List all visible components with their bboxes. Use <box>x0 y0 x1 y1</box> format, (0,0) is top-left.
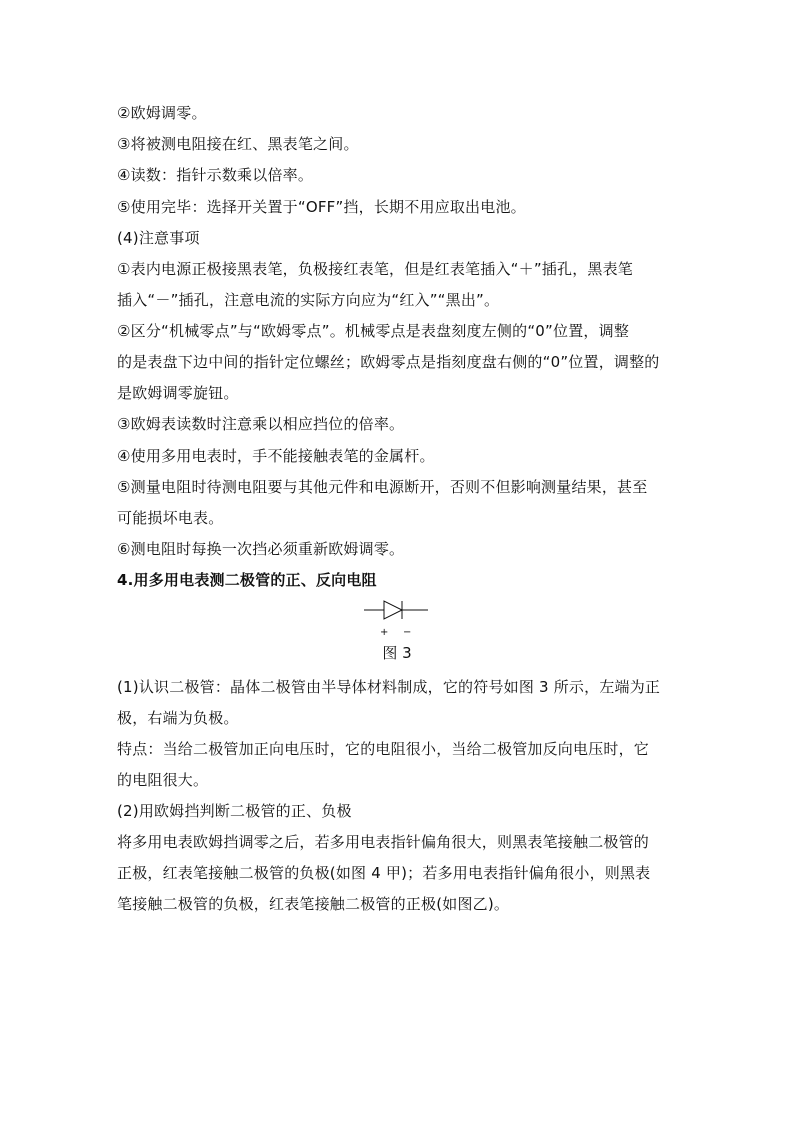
step-read-value: ④读数：指针示数乘以倍率。 <box>117 166 314 184</box>
diode-judge-line-3: 笔接触二极管的负极，红表笔接触二极管的正极(如图乙)。 <box>117 895 510 913</box>
diode-symbol-figure <box>360 596 432 640</box>
diode-intro-line-1: (1)认识二极管：晶体二极管由半导体材料制成，它的符号如图 3 所示，左端为正 <box>117 678 661 696</box>
diode-judge-heading: (2)用欧姆挡判断二极管的正、负极 <box>117 802 352 820</box>
section-4-heading: 4.用多用电表测二极管的正、反向电阻 <box>117 571 377 589</box>
note-6: ⑥测电阻时每换一次挡必须重新欧姆调零。 <box>117 540 405 558</box>
figure-caption: 图 3 <box>382 644 412 662</box>
minus-sign-label: − <box>403 627 412 638</box>
note-1-line-1: ①表内电源正极接黑表笔，负极接红表笔，但是红表笔插入“＋”插孔，黑表笔 <box>117 260 633 278</box>
section-notes-heading: (4)注意事项 <box>117 229 200 247</box>
note-2-line-1: ②区分“机械零点”与“欧姆零点”。机械零点是表盘刻度左侧的“0”位置，调整 <box>117 322 630 340</box>
plus-sign-label: + <box>380 627 389 638</box>
diode-icon <box>360 596 432 640</box>
step-connect-resistor: ③将被测电阻接在红、黑表笔之间。 <box>117 135 359 153</box>
note-2-line-3: 是欧姆调零旋钮。 <box>117 384 239 402</box>
step-finish: ⑤使用完毕：选择开关置于“OFF”挡，长期不用应取出电池。 <box>117 198 526 216</box>
diode-judge-line-1: 将多用电表欧姆挡调零之后，若多用电表指针偏角很大，则黑表笔接触二极管的 <box>117 833 650 851</box>
note-4: ④使用多用电表时，手不能接触表笔的金属杆。 <box>117 447 435 465</box>
note-5-line-1: ⑤测量电阻时待测电阻要与其他元件和电源断开，否则不但影响测量结果，甚至 <box>117 478 648 496</box>
note-1-line-2: 插入“－”插孔，注意电流的实际方向应为“红入”“黑出”。 <box>117 291 500 309</box>
note-2-line-2: 的是表盘下边中间的指针定位螺丝；欧姆零点是指刻度盘右侧的“0”位置，调整的 <box>117 353 660 371</box>
note-5-line-2: 可能损坏电表。 <box>117 509 224 527</box>
note-3: ③欧姆表读数时注意乘以相应挡位的倍率。 <box>117 415 405 433</box>
diode-feature-line-1: 特点：当给二极管加正向电压时，它的电阻很小，当给二极管加反向电压时，它 <box>117 740 650 758</box>
diode-intro-line-2: 极，右端为负极。 <box>117 709 239 727</box>
diode-judge-line-2: 正极，红表笔接触二极管的负极(如图 4 甲)；若多用电表指针偏角很小，则黑表 <box>117 864 651 882</box>
diode-feature-line-2: 的电阻很大。 <box>117 771 209 789</box>
step-ohm-zero: ②欧姆调零。 <box>117 104 207 122</box>
